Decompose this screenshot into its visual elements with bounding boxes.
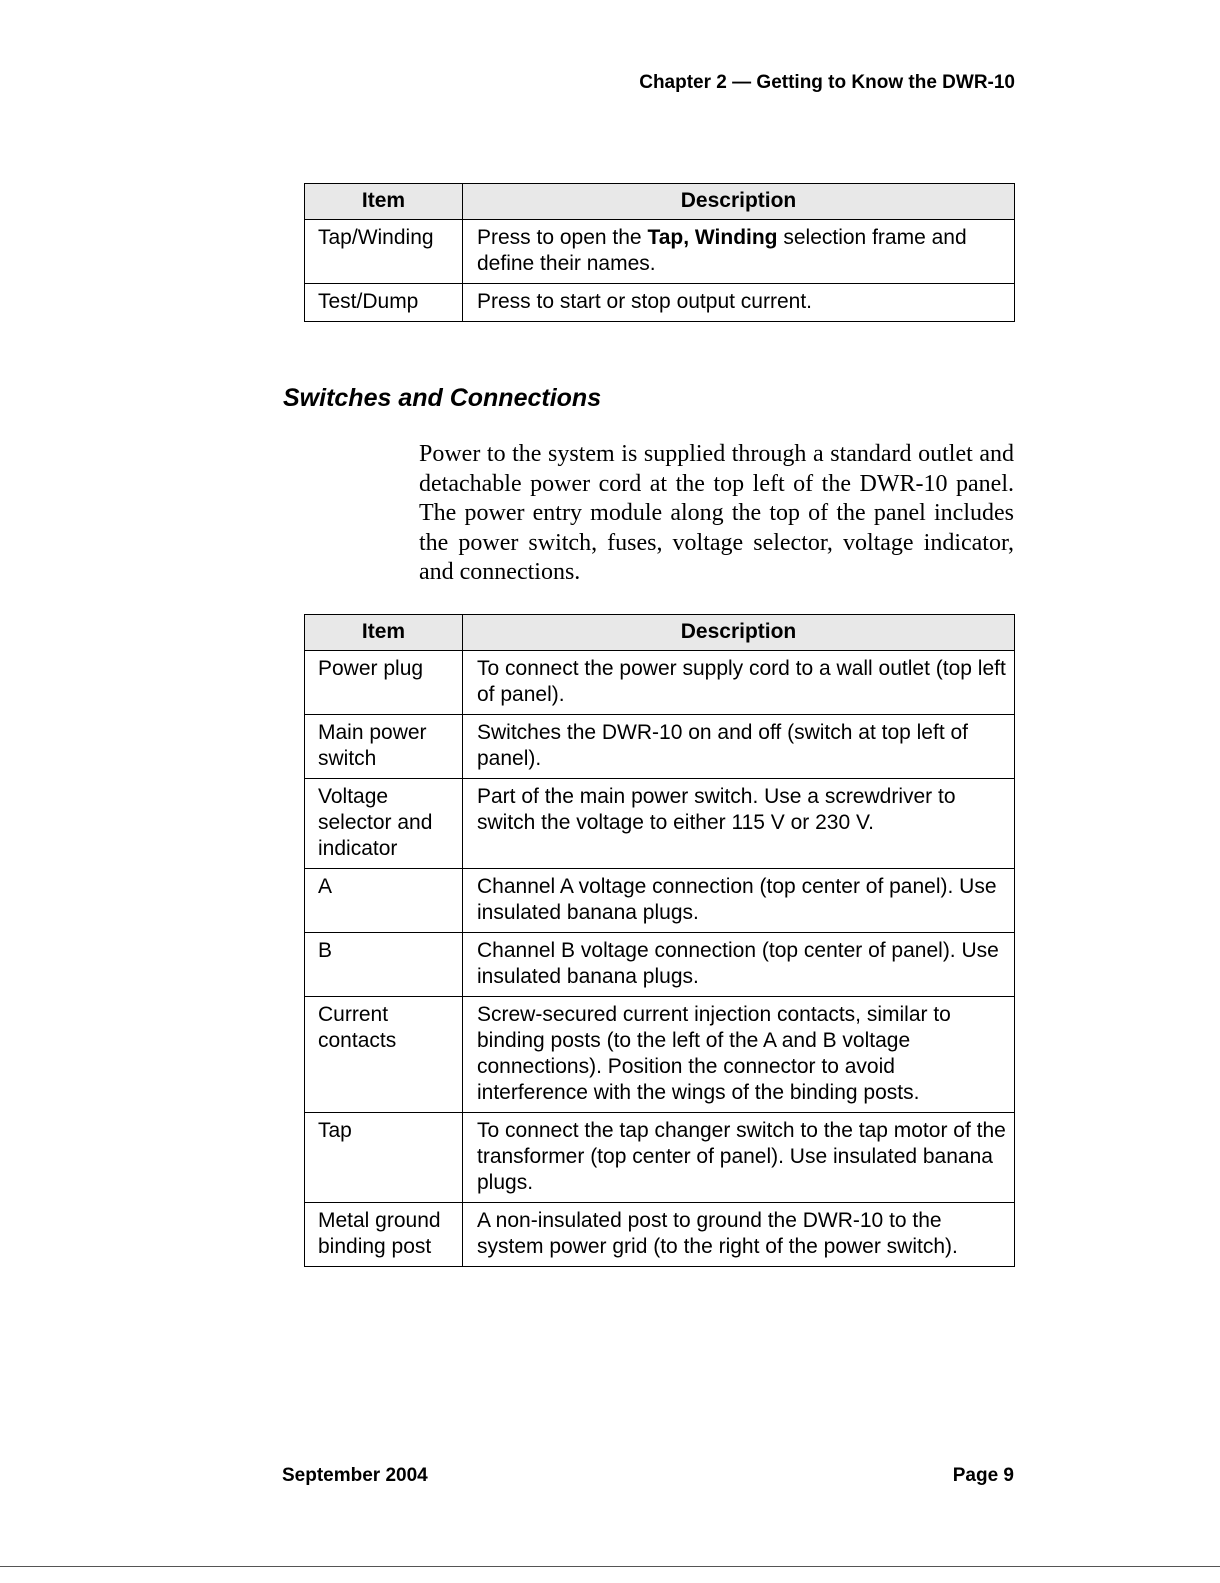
description-cell: Switches the DWR-10 on and off (switch at top left of panel). xyxy=(463,715,1015,779)
description-cell: Part of the main power switch. Use a screwdriver to switch the voltage to either 115 V or 230 V. xyxy=(463,779,1015,869)
description-cell: To connect the power supply cord to a wall outlet (top left of panel). xyxy=(463,651,1015,715)
item-cell: Current contacts xyxy=(305,997,463,1113)
item-cell: Power plug xyxy=(305,651,463,715)
body-paragraph: Power to the system is supplied through a standard outlet and detachable power cord at the top left of the DWR-10 panel. The power entry module along the top of the panel includes the power switch, fuses, voltage selector, voltage indicator, and connections. xyxy=(419,441,1014,585)
description-text: selection frame and define their names. xyxy=(477,226,967,275)
item-cell: Test/Dump xyxy=(305,284,463,322)
table-header-row xyxy=(305,184,1015,220)
description-cell: A non-insulated post to ground the DWR-10 to the system power grid (to the right of the power switch). xyxy=(463,1203,1015,1267)
item-cell: Tap xyxy=(305,1113,463,1203)
table-row xyxy=(305,997,1015,1113)
table-header-row xyxy=(305,615,1015,651)
table-row xyxy=(305,284,1015,322)
item-cell: Main power switch xyxy=(305,715,463,779)
description-bold-text: Tap, Winding xyxy=(647,226,778,249)
table-row xyxy=(305,651,1015,715)
table-row xyxy=(305,220,1015,284)
column-header-item: Item xyxy=(305,184,463,220)
buttons-table xyxy=(304,183,1015,322)
item-cell: A xyxy=(305,869,463,933)
page-bottom-rule xyxy=(0,1566,1220,1567)
item-cell: B xyxy=(305,933,463,997)
switches-connections-table xyxy=(304,614,1015,1267)
footer-page-number: Page 9 xyxy=(952,1465,1014,1486)
description-cell: Channel A voltage connection (top center of panel). Use insulated banana plugs. xyxy=(463,869,1015,933)
table-row xyxy=(305,1113,1015,1203)
table-row xyxy=(305,933,1015,997)
description-cell: To connect the tap changer switch to the tap motor of the transformer (top center of panel). Use insulated banana plugs. xyxy=(463,1113,1015,1203)
table-row xyxy=(305,1203,1015,1267)
chapter-header: Chapter 2 — Getting to Know the DWR-10 xyxy=(639,72,1015,93)
description-cell: Channel B voltage connection (top center of panel). Use insulated banana plugs. xyxy=(463,933,1015,997)
table-row xyxy=(305,715,1015,779)
footer-date: September 2004 xyxy=(282,1465,428,1486)
item-cell: Tap/Winding xyxy=(305,220,463,284)
description-text: Press to open the xyxy=(477,226,648,249)
description-cell: Screw-secured current injection contacts, similar to binding posts (to the left of the A and B voltage connections). Position the connector to avoid interference with the wings of the binding posts. xyxy=(463,997,1015,1113)
table-row xyxy=(305,869,1015,933)
column-header-description: Description xyxy=(463,615,1015,651)
section-heading: Switches and Connections xyxy=(283,384,602,412)
column-header-description: Description xyxy=(463,184,1015,220)
item-cell: Metal ground binding post xyxy=(305,1203,463,1267)
table-row xyxy=(305,779,1015,869)
description-cell: Press to start or stop output current. xyxy=(463,284,1015,322)
column-header-item: Item xyxy=(305,615,463,651)
description-cell xyxy=(463,220,1015,284)
item-cell: Voltage selector and indicator xyxy=(305,779,463,869)
